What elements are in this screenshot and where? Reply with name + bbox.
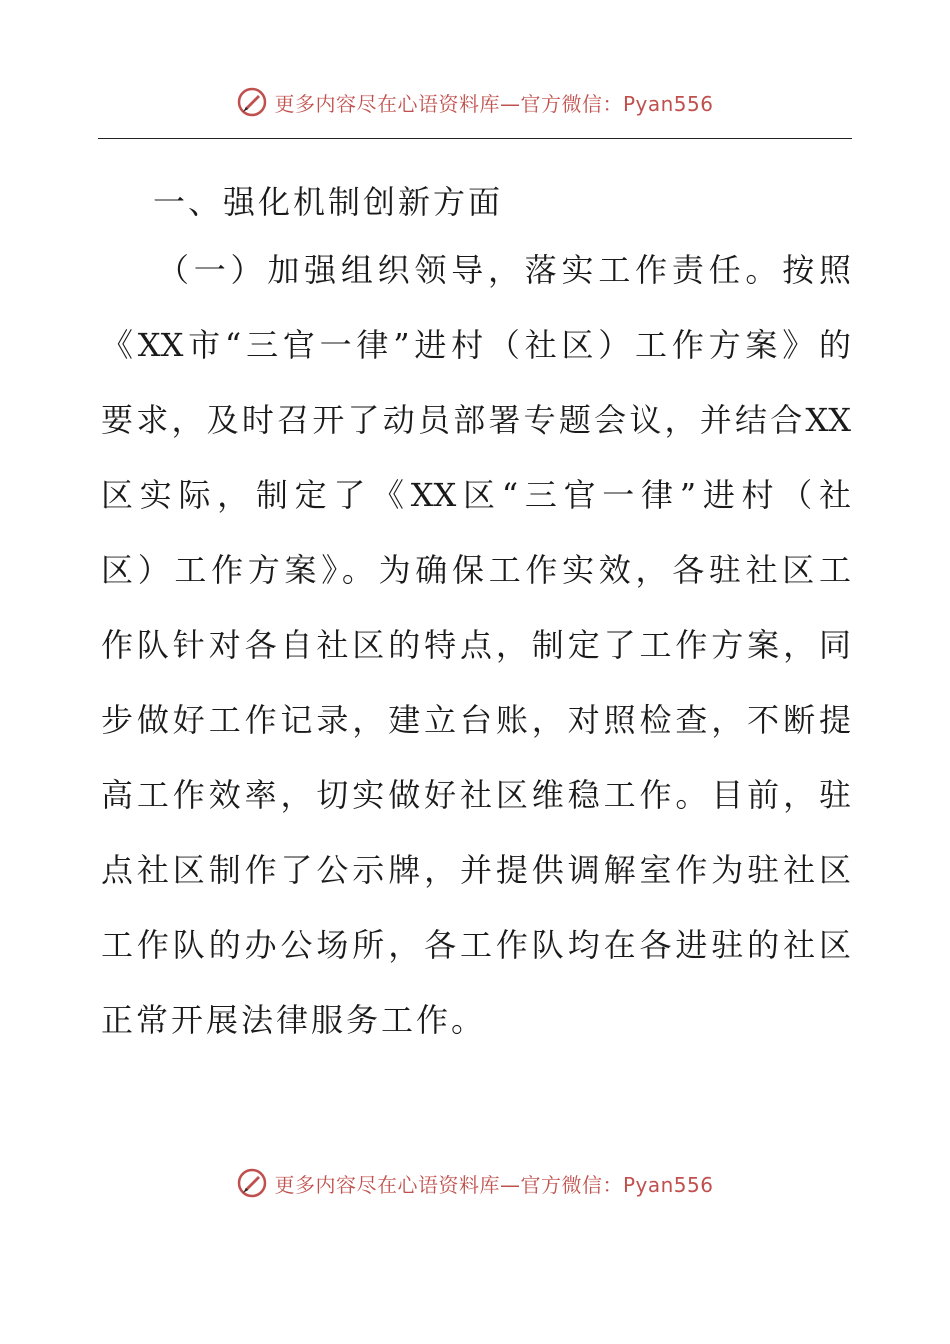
paragraph-line: 作队针对各自社区的特点，制定了工作方案，同	[101, 626, 851, 664]
footer-banner	[0, 1163, 950, 1203]
paragraph-line: 《XX市“三官一律”进村（社区）工作方案》的	[101, 326, 851, 364]
paragraph-line: 点社区制作了公示牌，并提供调解室作为驻社区	[101, 851, 851, 889]
footer-banner-text: 更多内容尽在心语资料库—官方微信：Pyan556	[274, 1172, 714, 1197]
quill-pen-logo-icon	[236, 1167, 268, 1199]
header-banner	[0, 82, 950, 122]
paragraph	[101, 240, 851, 1065]
paragraph-line: 工作队的办公场所，各工作队均在各进驻的社区	[101, 926, 851, 964]
header-banner-text: 更多内容尽在心语资料库—官方微信：Pyan556	[274, 91, 714, 116]
paragraph-line: 步做好工作记录，建立台账，对照检查，不断提	[101, 701, 851, 739]
quill-pen-logo-icon	[236, 86, 268, 118]
section-heading: 一、强化机制创新方面	[153, 183, 504, 221]
header-divider	[98, 138, 852, 139]
paragraph-line: （一）加强组织领导，落实工作责任。按照	[157, 251, 851, 289]
paragraph-line: 高工作效率，切实做好社区维稳工作。目前，驻	[101, 776, 851, 814]
paragraph-line: 区实际，制定了《XX区“三官一律”进村（社	[101, 476, 851, 514]
paragraph-line: 要求，及时召开了动员部署专题会议，并结合XX	[101, 401, 851, 439]
paragraph-line: 正常开展法律服务工作。	[101, 1001, 487, 1039]
paragraph-line: 区）工作方案》。为确保工作实效，各驻社区工	[101, 551, 851, 589]
